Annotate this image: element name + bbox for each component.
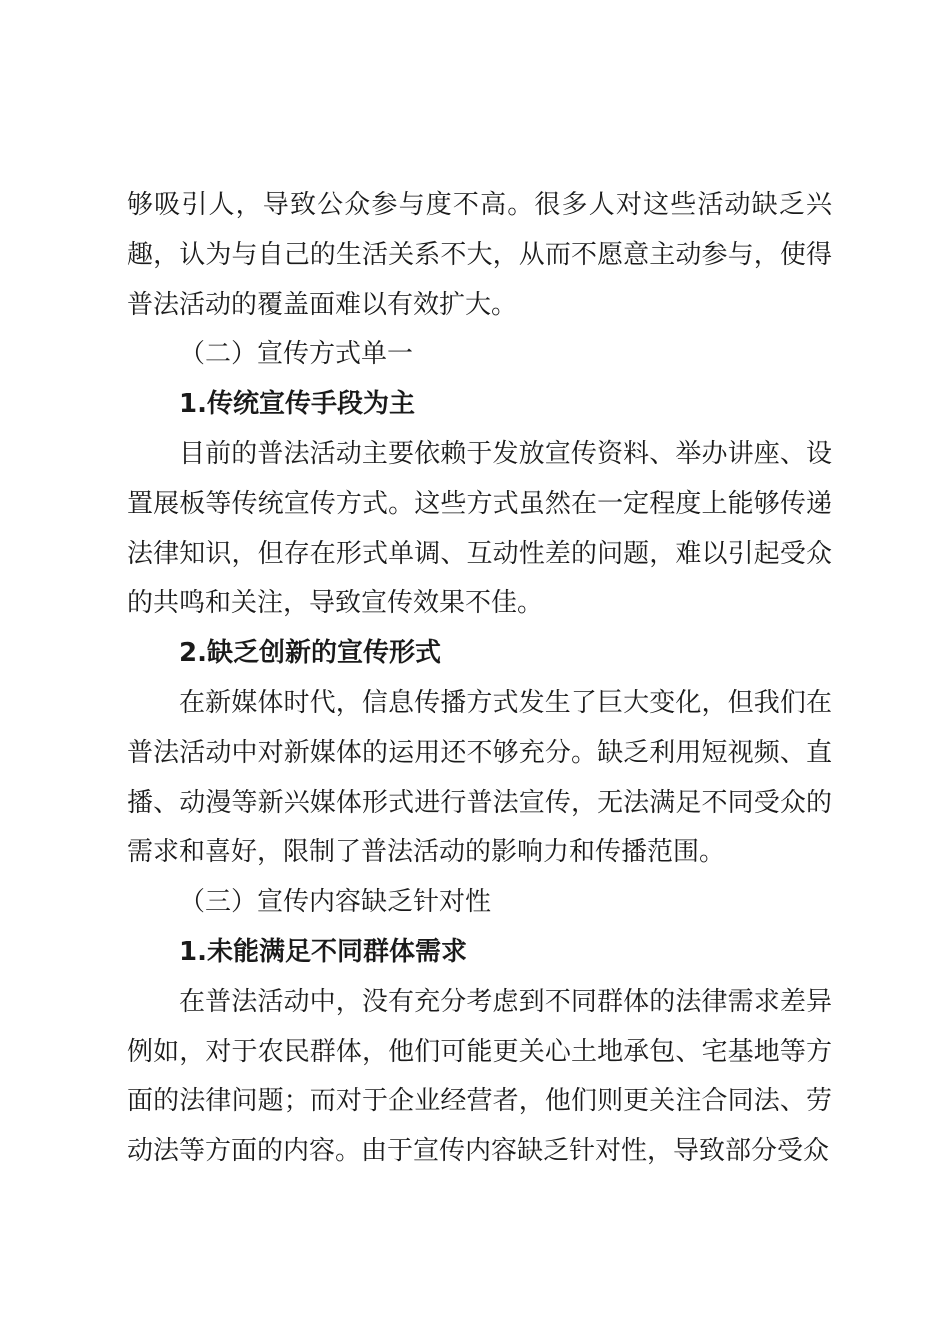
paragraph-traditional-methods: 目前的普法活动主要依赖于发放宣传资料、举办讲座、设置展板等传统宣传方式。这些方式虽然在一定程度上能够传递法律知识，但存在形式单调、互动性差的问题，难以引起受众的共鸣和关注，导致宣传效果不佳。 xyxy=(127,438,832,619)
paragraph-group-needs: 在普法活动中，没有充分考虑到不同群体的法律需求差异例如，对于农民群体，他们可能更关心土地承包、宅基地等方面的法律问题；而对于企业经营者，他们则更关注合同法、劳动法等方面的内容。由于宣传内容缺乏针对性，导致部分受众 xyxy=(127,986,832,1167)
paragraph-continued: 够吸引人，导致公众参与度不高。很多人对这些活动缺乏兴趣，认为与自己的生活关系不大，从而不愿意主动参与，使得普法活动的覆盖面难以有效扩大。 xyxy=(127,190,832,320)
subheading-group-needs: 1.未能满足不同群体需求 xyxy=(179,936,467,967)
section-heading-two: （二）宣传方式单一 xyxy=(179,339,414,370)
section-heading-three: （三）宣传内容缺乏针对性 xyxy=(179,887,492,918)
document-body xyxy=(127,181,832,1177)
subheading-traditional-methods: 1.传统宣传手段为主 xyxy=(179,389,415,420)
paragraph-new-media: 在新媒体时代，信息传播方式发生了巨大变化，但我们在普法活动中对新媒体的运用还不够充分。缺乏利用短视频、直播、动漫等新兴媒体形式进行普法宣传，无法满足不同受众的需求和喜好，限制了普法活动的影响力和传播范围。 xyxy=(127,687,832,868)
subheading-lack-innovation: 2.缺乏创新的宣传形式 xyxy=(179,638,441,669)
